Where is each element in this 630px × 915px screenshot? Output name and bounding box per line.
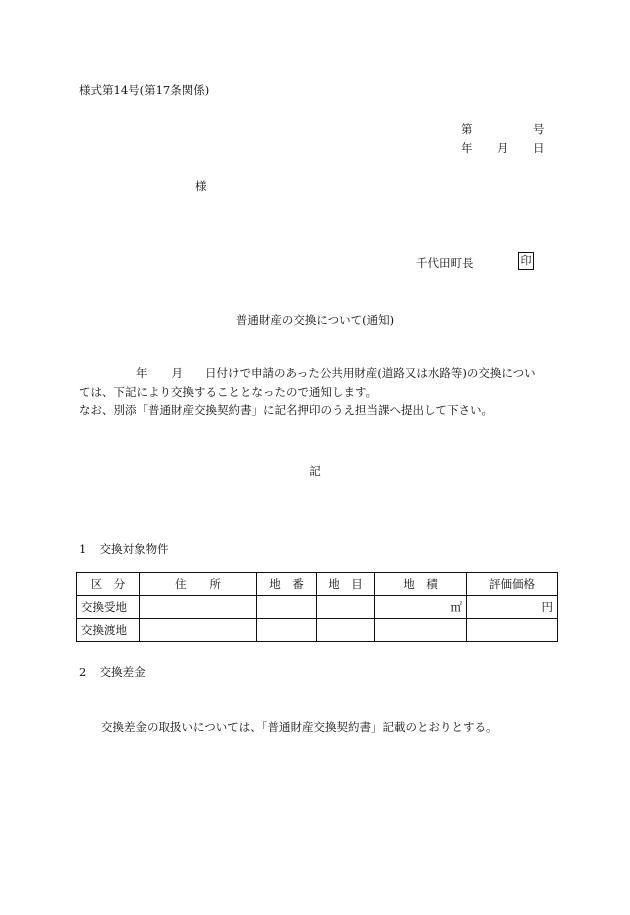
body-line-3: なお、別添「普通財産交換契約書」に記名押印のうえ担当課へ提出して下さい。: [79, 403, 493, 417]
date-year-label: 年: [461, 141, 473, 155]
section-2-number: 2: [79, 665, 87, 679]
header-address: 住 所: [140, 573, 257, 596]
table-row: [77, 619, 558, 642]
cell-address: [140, 596, 257, 619]
cell-price-unit: [467, 619, 558, 642]
cell-lot-number: [257, 596, 317, 619]
header-land-category: 地 目: [317, 573, 375, 596]
ref-number-prefix: 第: [461, 122, 473, 136]
section-1-number: 1: [79, 542, 87, 556]
header-land-area: 地 積: [375, 573, 467, 596]
addressee-honorific: 様: [195, 179, 207, 193]
section-2-heading: [79, 664, 146, 680]
cell-area-unit: ㎡: [375, 596, 467, 619]
cell-land-category: [317, 596, 375, 619]
row-label-give: 交換渡地: [77, 619, 140, 642]
body-year-label: 年: [136, 366, 148, 380]
body-text: [79, 364, 559, 420]
cell-lot-number: [257, 619, 317, 642]
cell-land-category: [317, 619, 375, 642]
body-month-label: 月: [171, 366, 183, 380]
property-table: [76, 572, 558, 642]
date-month-label: 月: [497, 141, 509, 155]
body-line-1-text: 日付けで申請のあった公共用財産(道路又は水路等)の交換につい: [205, 366, 536, 380]
section-1-heading: [79, 541, 169, 557]
body-line-1: [79, 364, 559, 383]
closing-text: 交換差金の取扱いについては、「普通財産交換契約書」記載のとおりとする。: [101, 720, 498, 734]
form-number: 様式第14号(第17条関係): [79, 83, 210, 97]
header-valuation: 評価価格: [467, 573, 558, 596]
cell-area-unit: [375, 619, 467, 642]
ref-number-suffix: 号: [533, 122, 545, 136]
section-1-label: 交換対象物件: [99, 542, 169, 556]
table-row: [77, 596, 558, 619]
sender-name: 千代田町長: [416, 256, 474, 270]
cell-address: [140, 619, 257, 642]
date-day-label: 日: [533, 141, 545, 155]
section-2-label: 交換差金: [99, 665, 146, 679]
header-lot-number: 地 番: [257, 573, 317, 596]
header-category: 区 分: [77, 573, 140, 596]
row-label-receive: 交換受地: [77, 596, 140, 619]
table-header-row: [77, 573, 558, 596]
document-title: 普通財産の交換について(通知): [235, 313, 395, 327]
body-line-2: ては、下記により交換することとなったので通知します。: [79, 384, 378, 399]
ki-heading: 記: [309, 464, 321, 478]
seal-mark: 印: [518, 252, 534, 270]
cell-price-unit: 円: [467, 596, 558, 619]
